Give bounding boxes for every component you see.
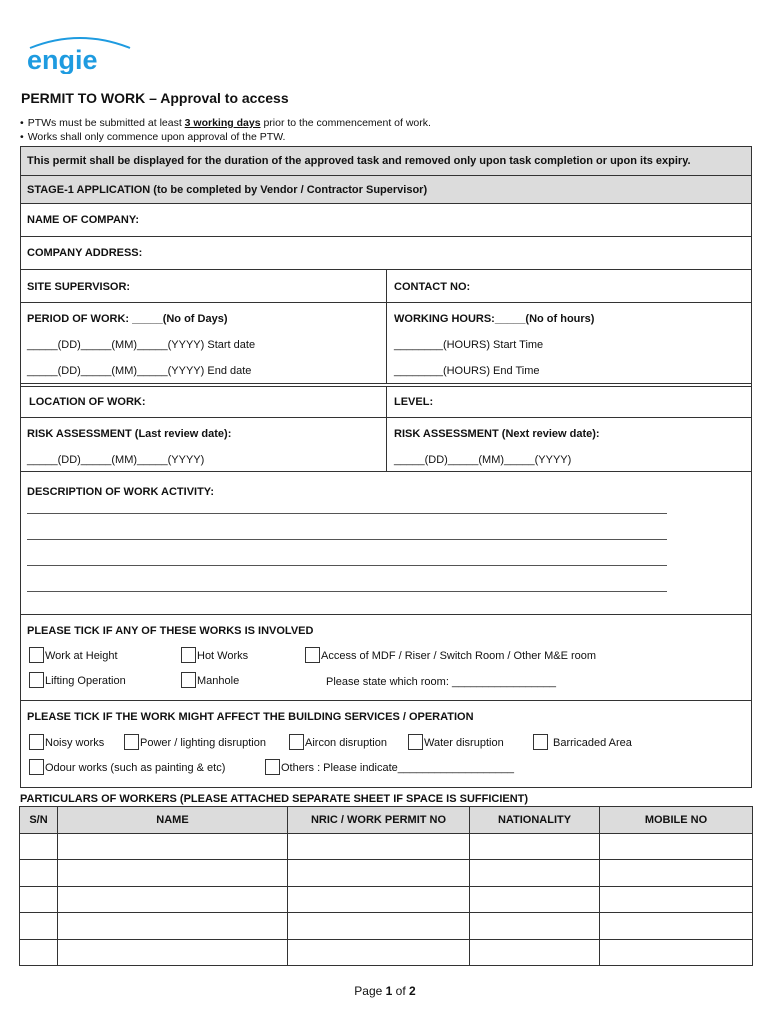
description-line-3[interactable] (27, 565, 667, 566)
page-indicator: Page 1 of 2 (354, 984, 416, 998)
cell-nationality[interactable] (470, 833, 600, 860)
cell-sn[interactable] (20, 913, 58, 940)
cell-name[interactable] (58, 886, 288, 913)
description-line-4[interactable] (27, 591, 667, 592)
cell-nationality[interactable] (470, 860, 600, 887)
lifting-option[interactable]: Lifting Operation (29, 672, 126, 688)
manhole-option[interactable]: Manhole (181, 672, 239, 688)
cell-mobile[interactable] (600, 913, 753, 940)
particulars-title: PARTICULARS OF WORKERS (PLEASE ATTACHED SEPARATE SHEET IF SPACE IS SUFFICIENT) (20, 793, 529, 805)
checkbox[interactable] (124, 734, 139, 750)
checkbox[interactable] (408, 734, 423, 750)
table-row (20, 939, 753, 966)
cell-nric[interactable] (288, 886, 470, 913)
checkbox[interactable] (29, 734, 44, 750)
location-label: LOCATION OF WORK: (29, 396, 146, 408)
checkbox[interactable] (305, 647, 320, 663)
company-name-row[interactable] (21, 204, 751, 237)
risk-last-date-field[interactable]: _____(DD)_____(MM)_____(YYYY) (27, 454, 205, 466)
instruction-2: • Works shall only commence upon approval of the PTW. (20, 130, 431, 144)
cell-sn[interactable] (20, 886, 58, 913)
engie-logo (24, 34, 136, 74)
cell-mobile[interactable] (600, 860, 753, 887)
header-mobile: MOBILE NO (600, 807, 753, 834)
cell-nric[interactable] (288, 860, 470, 887)
stage1-heading: STAGE-1 APPLICATION (to be completed by Vendor / Contractor Supervisor) (27, 184, 428, 196)
notice-row (21, 147, 751, 176)
checkbox[interactable] (181, 647, 196, 663)
header-nationality: NATIONALITY (470, 807, 600, 834)
description-line-2[interactable] (27, 539, 667, 540)
barricaded-area-option[interactable]: Barricaded Area (533, 734, 632, 750)
header-sn: S/N (20, 807, 58, 834)
table-row (20, 886, 753, 913)
column-divider (386, 270, 387, 383)
state-room-field[interactable]: Please state which room: _________________ (326, 676, 556, 688)
cell-name[interactable] (58, 913, 288, 940)
start-time-field[interactable]: ________(HOURS) Start Time (394, 339, 544, 351)
work-at-height-option[interactable]: Work at Height (29, 647, 118, 663)
description-line-1[interactable] (27, 513, 667, 514)
description-label: DESCRIPTION OF WORK ACTIVITY: (27, 486, 214, 498)
checkbox[interactable] (265, 759, 280, 775)
access-mdf-option[interactable]: Access of MDF / Riser / Switch Room / Other M&E room (305, 647, 596, 663)
table-row (20, 833, 753, 860)
header-name: NAME (58, 807, 288, 834)
instructions (20, 116, 431, 144)
table-header-row (20, 807, 753, 834)
checkbox[interactable] (181, 672, 196, 688)
period-of-work-label: PERIOD OF WORK: _____(No of Days) (27, 313, 228, 325)
checkbox[interactable] (29, 672, 44, 688)
table-row (20, 913, 753, 940)
workers-table (19, 806, 753, 966)
aircon-disruption-option[interactable]: Aircon disruption (289, 734, 387, 750)
cell-mobile[interactable] (600, 886, 753, 913)
checkbox[interactable] (29, 759, 44, 775)
cell-mobile[interactable] (600, 833, 753, 860)
cell-nric[interactable] (288, 913, 470, 940)
contact-no-label: CONTACT NO: (394, 281, 471, 293)
checkbox[interactable] (29, 647, 44, 663)
checkbox[interactable] (533, 734, 548, 750)
cell-sn[interactable] (20, 939, 58, 966)
power-disruption-option[interactable]: Power / lighting disruption (124, 734, 266, 750)
cell-nationality[interactable] (470, 939, 600, 966)
cell-nric[interactable] (288, 939, 470, 966)
cell-nationality[interactable] (470, 886, 600, 913)
others-option[interactable]: Others : Please indicate___________________ (265, 759, 514, 775)
level-label: LEVEL: (394, 396, 434, 408)
cell-name[interactable] (58, 833, 288, 860)
water-disruption-option[interactable]: Water disruption (408, 734, 504, 750)
svg-text:engie: engie (27, 45, 98, 74)
risk-next-label: RISK ASSESSMENT (Next review date): (394, 428, 600, 440)
application-form (20, 146, 752, 788)
cell-nationality[interactable] (470, 913, 600, 940)
cell-sn[interactable] (20, 860, 58, 887)
odour-works-option[interactable]: Odour works (such as painting & etc) (29, 759, 225, 775)
start-date-field[interactable]: _____(DD)_____(MM)_____(YYYY) Start date (27, 339, 256, 351)
end-date-field[interactable]: _____(DD)_____(MM)_____(YYYY) End date (27, 365, 252, 377)
description-row[interactable] (21, 472, 751, 615)
instruction-1: • PTWs must be submitted at least 3 working days prior to the commencement of work. (20, 116, 431, 130)
notice-text: This permit shall be displayed for the duration of the approved task and removed only upon task completion or upon its expiry. (27, 155, 691, 167)
cell-sn[interactable] (20, 833, 58, 860)
cell-mobile[interactable] (600, 939, 753, 966)
risk-last-label: RISK ASSESSMENT (Last review date): (27, 428, 232, 440)
services-row (21, 701, 751, 789)
cell-nric[interactable] (288, 833, 470, 860)
stage1-row (21, 176, 751, 204)
end-time-field[interactable]: ________(HOURS) End Time (394, 365, 540, 377)
company-name-label: NAME OF COMPANY: (27, 214, 140, 226)
cell-name[interactable] (58, 860, 288, 887)
hot-works-option[interactable]: Hot Works (181, 647, 248, 663)
page-title: PERMIT TO WORK – Approval to access (21, 90, 289, 106)
company-address-label: COMPANY ADDRESS: (27, 247, 143, 259)
header-nric: NRIC / WORK PERMIT NO (288, 807, 470, 834)
checkbox[interactable] (289, 734, 304, 750)
site-supervisor-label: SITE SUPERVISOR: (27, 281, 131, 293)
risk-next-date-field[interactable]: _____(DD)_____(MM)_____(YYYY) (394, 454, 572, 466)
working-hours-label: WORKING HOURS:_____(No of hours) (394, 313, 595, 325)
column-divider-lower (386, 387, 387, 472)
table-row (20, 860, 753, 887)
services-heading: PLEASE TICK IF THE WORK MIGHT AFFECT THE BUILDING SERVICES / OPERATION (27, 711, 474, 723)
cell-name[interactable] (58, 939, 288, 966)
works-row (21, 615, 751, 701)
company-address-row[interactable] (21, 237, 751, 270)
works-heading: PLEASE TICK IF ANY OF THESE WORKS IS INVOLVED (27, 625, 314, 637)
noisy-works-option[interactable]: Noisy works (29, 734, 104, 750)
